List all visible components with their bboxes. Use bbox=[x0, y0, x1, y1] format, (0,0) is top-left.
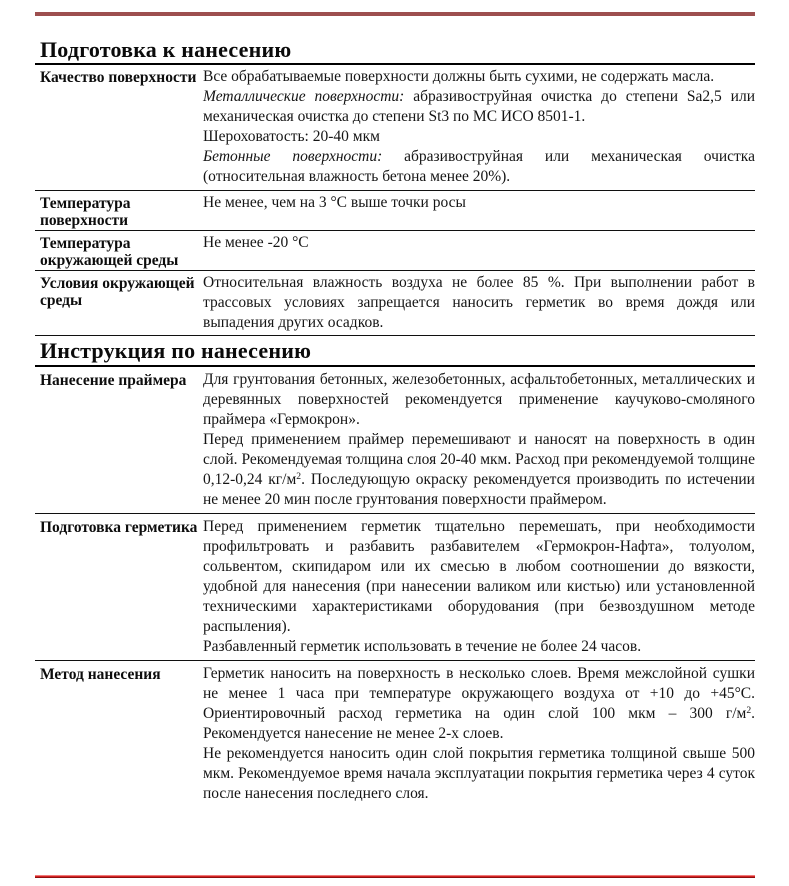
row-label: Температура поверхности bbox=[40, 195, 131, 229]
text-run: Перед применением праймер перемешивают и наносят на поверхность в один слой. Рекомендуемая толщина слоя 20-40 мкм. Расход при рекомендуемой толщине 0,12-0,24 кг/м bbox=[203, 430, 755, 488]
superscript-text: 2 bbox=[296, 471, 302, 483]
paragraph bbox=[203, 370, 755, 430]
table-row-sealant-preparation bbox=[35, 514, 755, 661]
row-label: Качество поверхности bbox=[40, 69, 197, 86]
paragraph bbox=[203, 127, 755, 147]
text-run: Не менее, чем на 3 °С выше точки росы bbox=[203, 194, 466, 211]
row-content bbox=[203, 273, 755, 333]
row-label: Нанесение праймера bbox=[40, 371, 187, 389]
text-run: Все обрабатываемые поверхности должны быть сухими, не содержать масла. bbox=[203, 68, 715, 85]
paragraph bbox=[203, 147, 755, 187]
paragraph bbox=[203, 744, 755, 804]
text-run: Бетонные поверхности: bbox=[203, 148, 383, 165]
paragraph bbox=[203, 273, 755, 333]
document-page bbox=[35, 0, 755, 807]
paragraph bbox=[203, 430, 755, 510]
superscript-text: 2 bbox=[746, 705, 752, 717]
text-run: . Последующую окраску рекомендуется производить по истечении не менее 20 мин после грунтования поверхности праймером. bbox=[203, 470, 755, 508]
text-run: . Рекомендуется нанесение не менее 2-х слоев. bbox=[203, 704, 755, 742]
text-run: абразивоструйная очистка до степени Sa2,5 или механическая очистка до степени St3 по МС ИСО 8501-1. bbox=[203, 88, 755, 125]
row-content bbox=[203, 517, 755, 657]
paragraph bbox=[203, 517, 755, 637]
text-run: абразивоструйная или механическая очистка (относительная влажность бетона менее 20%). bbox=[203, 148, 755, 185]
row-content bbox=[203, 370, 755, 510]
text-run: Металлические поверхности: bbox=[203, 88, 405, 105]
text-run: Не менее -20 °С bbox=[203, 234, 309, 251]
paragraph bbox=[203, 637, 755, 657]
text-run: Шероховатость: 20-40 мкм bbox=[203, 128, 380, 145]
top-accent-bar bbox=[35, 12, 755, 16]
paragraph bbox=[203, 87, 755, 127]
paragraph bbox=[203, 67, 755, 87]
table-row-primer-application bbox=[35, 367, 755, 514]
text-run: Герметик наносить на поверхность в несколько слоев. Время межслойной сушки не менее 1 часа при температуре окружающего воздуха от +10 до +45°С. Ориентировочный расход герметика на один слой 100 мкм – 300 г/м bbox=[203, 664, 755, 722]
table-row-ambient-temperature bbox=[35, 231, 755, 271]
text-run: Не рекомендуется наносить один слой покрытия герметика толщиной свыше 500 мкм. Рекомендуемое время начала эксплуатации покрытия герметика через 4 суток после нанесения последнего слоя. bbox=[203, 744, 755, 802]
table-row-application-method bbox=[35, 661, 755, 807]
text-run: Относительная влажность воздуха не более 85 %. При выполнении работ в трассовых условиях запрещается наносить герметик во время дождя или выпадения других осадков. bbox=[203, 274, 755, 331]
row-content bbox=[203, 67, 755, 187]
paragraph bbox=[203, 193, 755, 213]
preparation-table bbox=[35, 65, 755, 336]
row-label: Условия окружающей среды bbox=[40, 275, 195, 309]
section-title-instruction: Инструкция по нанесению bbox=[35, 339, 755, 367]
row-label: Метод нанесения bbox=[40, 665, 161, 683]
paragraph bbox=[203, 233, 755, 253]
row-content bbox=[203, 193, 755, 229]
text-run: Перед применением герметик тщательно перемешать, при необходимости профильтровать и разбавить разбавителем «Гермокрон-Нафта», толуолом, сольвентом, скипидаром или их смесью в любом соотношении до вязкости, удобной для нанесения (при нанесении валиком или кистью) или установленной техническими характеристиками оборудования (при безвоздушном методе распыления). bbox=[203, 517, 755, 635]
table-row-surface-temperature bbox=[35, 191, 755, 231]
row-content bbox=[203, 664, 755, 804]
row-label: Подготовка герметика bbox=[40, 518, 198, 536]
instruction-table bbox=[35, 367, 755, 807]
row-label: Температура окружающей среды bbox=[40, 235, 179, 269]
bottom-accent-line bbox=[35, 875, 755, 878]
bottom-accent-line-inner bbox=[35, 875, 755, 878]
table-row-surface-quality bbox=[35, 65, 755, 191]
section-title-preparation: Подготовка к нанесению bbox=[35, 38, 755, 66]
paragraph bbox=[203, 664, 755, 744]
text-run: Разбавленный герметик использовать в течение не более 24 часов. bbox=[203, 637, 642, 655]
text-run: Для грунтования бетонных, железобетонных, асфальтобетонных, металлических и деревянных поверхностей рекомендуется применение каучуково-смоляного праймера «Гермокрон». bbox=[203, 370, 755, 428]
table-row-ambient-conditions bbox=[35, 271, 755, 336]
row-content bbox=[203, 233, 755, 269]
